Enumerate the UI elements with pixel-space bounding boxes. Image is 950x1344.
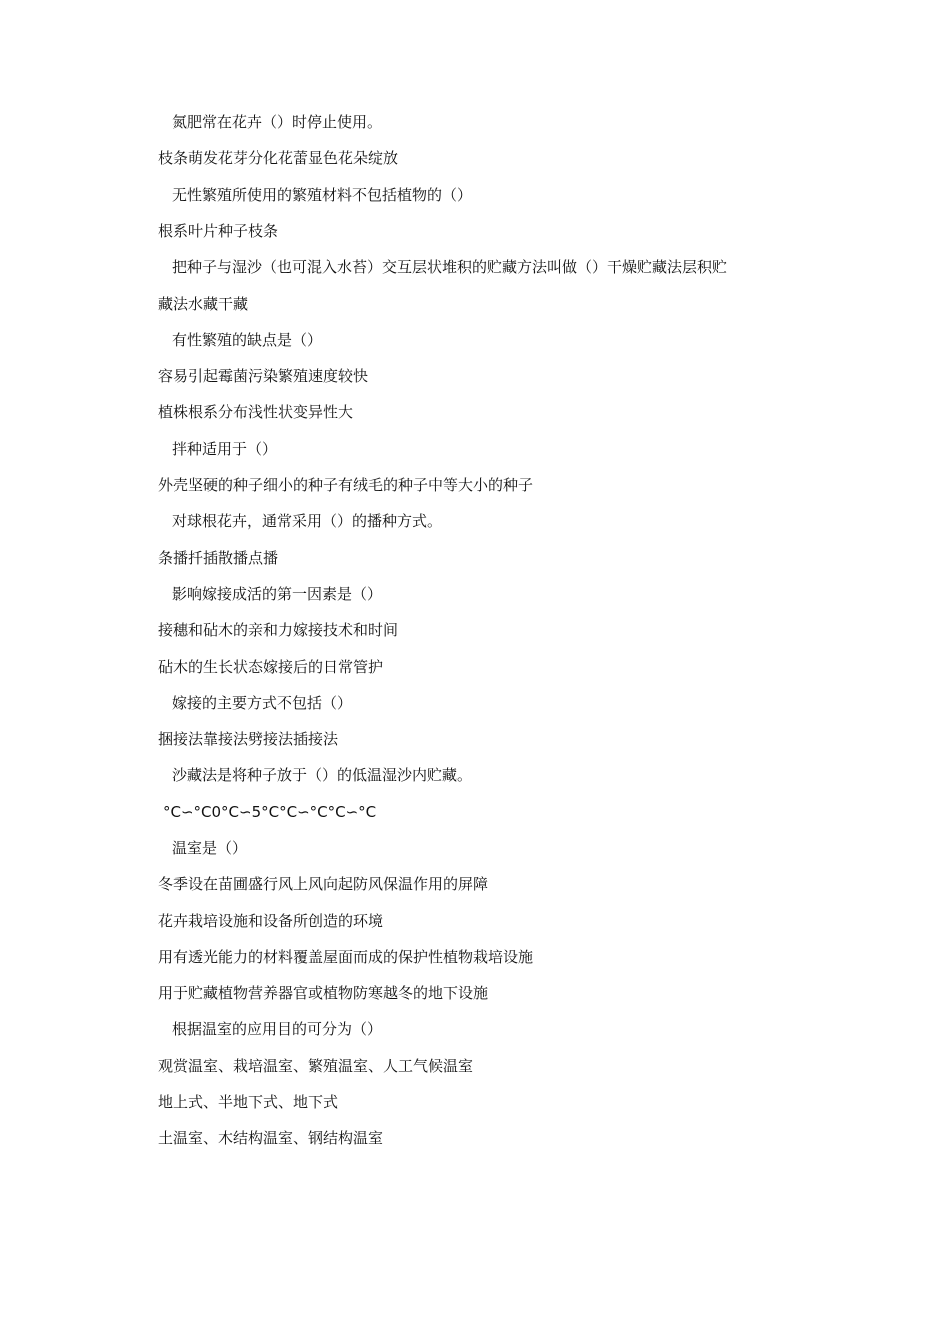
question-text: 嫁接的主要方式不包括（） bbox=[172, 694, 353, 712]
question-text: 沙藏法是将种子放于（）的低温湿沙内贮藏。 bbox=[172, 766, 473, 784]
answer-options: 藏法水藏干藏 bbox=[158, 295, 249, 313]
answer-options: 花卉栽培设施和设备所创造的环境 bbox=[158, 912, 384, 930]
question-text: 把种子与湿沙（也可混入水苔）交互层状堆积的贮藏方法叫做（）干燥贮藏法层积贮 bbox=[172, 258, 728, 276]
question-text: 温室是（） bbox=[172, 839, 248, 857]
answer-options: 用有透光能力的材料覆盖屋面而成的保护性植物栽培设施 bbox=[158, 948, 534, 966]
question-text: 影响嫁接成活的第一因素是（） bbox=[172, 585, 383, 603]
question-text: 无性繁殖所使用的繁殖材料不包括植物的（） bbox=[172, 186, 473, 204]
answer-options: 枝条萌发花芽分化花蕾显色花朵绽放 bbox=[158, 149, 399, 167]
answer-options: 捆接法靠接法劈接法插接法 bbox=[158, 730, 339, 748]
answer-options: 容易引起霉菌污染繁殖速度较快 bbox=[158, 367, 369, 385]
question-text: 有性繁殖的缺点是（） bbox=[172, 331, 323, 349]
question-text: 氮肥常在花卉（）时停止使用。 bbox=[172, 113, 383, 131]
answer-options: 外壳坚硬的种子细小的种子有绒毛的种子中等大小的种子 bbox=[158, 476, 534, 494]
answer-options: 土温室、木结构温室、钢结构温室 bbox=[158, 1129, 384, 1147]
question-text: 根据温室的应用目的可分为（） bbox=[172, 1020, 383, 1038]
question-text: 拌种适用于（） bbox=[172, 440, 278, 458]
answer-options: 地上式、半地下式、地下式 bbox=[158, 1093, 339, 1111]
answer-options: 条播扦插散播点播 bbox=[158, 549, 279, 567]
answer-options: 冬季设在苗圃盛行风上风向起防风保温作用的屏障 bbox=[158, 875, 489, 893]
answer-options: 砧木的生长状态嫁接后的日常管护 bbox=[158, 658, 384, 676]
answer-options: 接穗和砧木的亲和力嫁接技术和时间 bbox=[158, 621, 399, 639]
answer-options: 植株根系分布浅性状变异性大 bbox=[158, 403, 354, 421]
question-text: 对球根花卉，通常采用（）的播种方式。 bbox=[172, 512, 443, 530]
answer-options: 根系叶片种子枝条 bbox=[158, 222, 279, 240]
answer-options: 观赏温室、栽培温室、繁殖温室、人工气候温室 bbox=[158, 1057, 474, 1075]
temperature-options: °C∽°C0°C∽5°C°C∽°C°C∽°C bbox=[163, 803, 377, 821]
answer-options: 用于贮藏植物营养器官或植物防寒越冬的地下设施 bbox=[158, 984, 489, 1002]
